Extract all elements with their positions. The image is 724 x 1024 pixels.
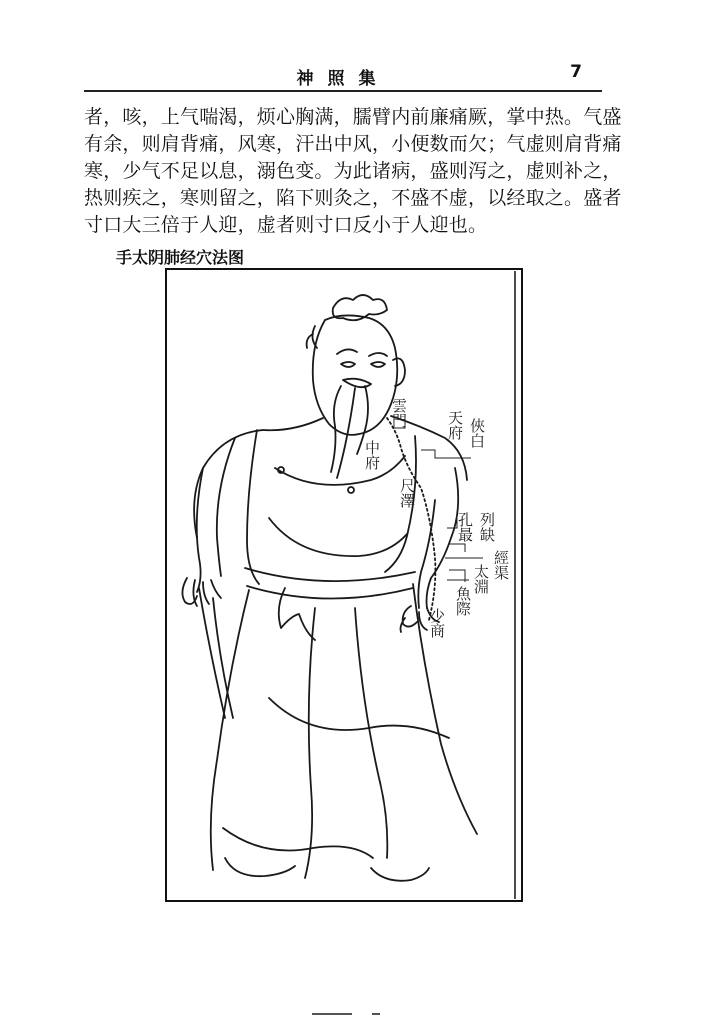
acupoint-label-taiyuan: 太淵 [472,564,490,594]
meridian-illustration [165,268,525,903]
figure-frame [166,269,522,901]
scan-artifact [312,1002,382,1008]
figure-artwork [165,268,525,903]
body-text [84,104,622,239]
figure-caption: 手太阴肺经穴法图 [116,248,245,267]
acupoint-label-tianfu: 天府 [446,410,464,440]
acupoint-label-zhongfu: 中府 [363,440,381,470]
acupoint-label-xiabai: 俠白 [468,418,486,448]
text-line: 热则疾之，寒则留之，陷下则灸之，不盛不虚，以经取之。盛者 [84,187,622,209]
text-line: 寒，少气不足以息，溺色变。为此诸病，盛则泻之，虚则补之， [84,160,622,182]
page-header [84,56,602,92]
text-line: 寸口大三倍于人迎，虚者则寸口反小于人迎也。 [84,214,488,236]
acupoint-label-jingqu: 經渠 [492,550,510,580]
acupoint-label-yunmen: 雲門 [390,398,408,428]
text-line: 有余，则肩背痛，风寒，汗出中风，小便数而欠；气虚则肩背痛 [84,133,622,155]
figure-outline [182,295,477,881]
acupoint-label-kongzui: 孔最 [456,512,474,542]
acupoint-label-shaoshang: 少商 [428,608,446,638]
text-line: 者，咳，上气喘渴，烦心胸满，臑臂内前廉痛厥，掌中热。气盛 [84,106,622,128]
acupoint-label-yuji: 魚際 [454,586,472,616]
running-title: 神照集 [296,69,390,89]
acupoint-label-chize: 尺澤 [398,478,416,508]
acupoint-label-lieque: 列缺 [478,512,496,542]
page-number: 7 [570,62,582,82]
